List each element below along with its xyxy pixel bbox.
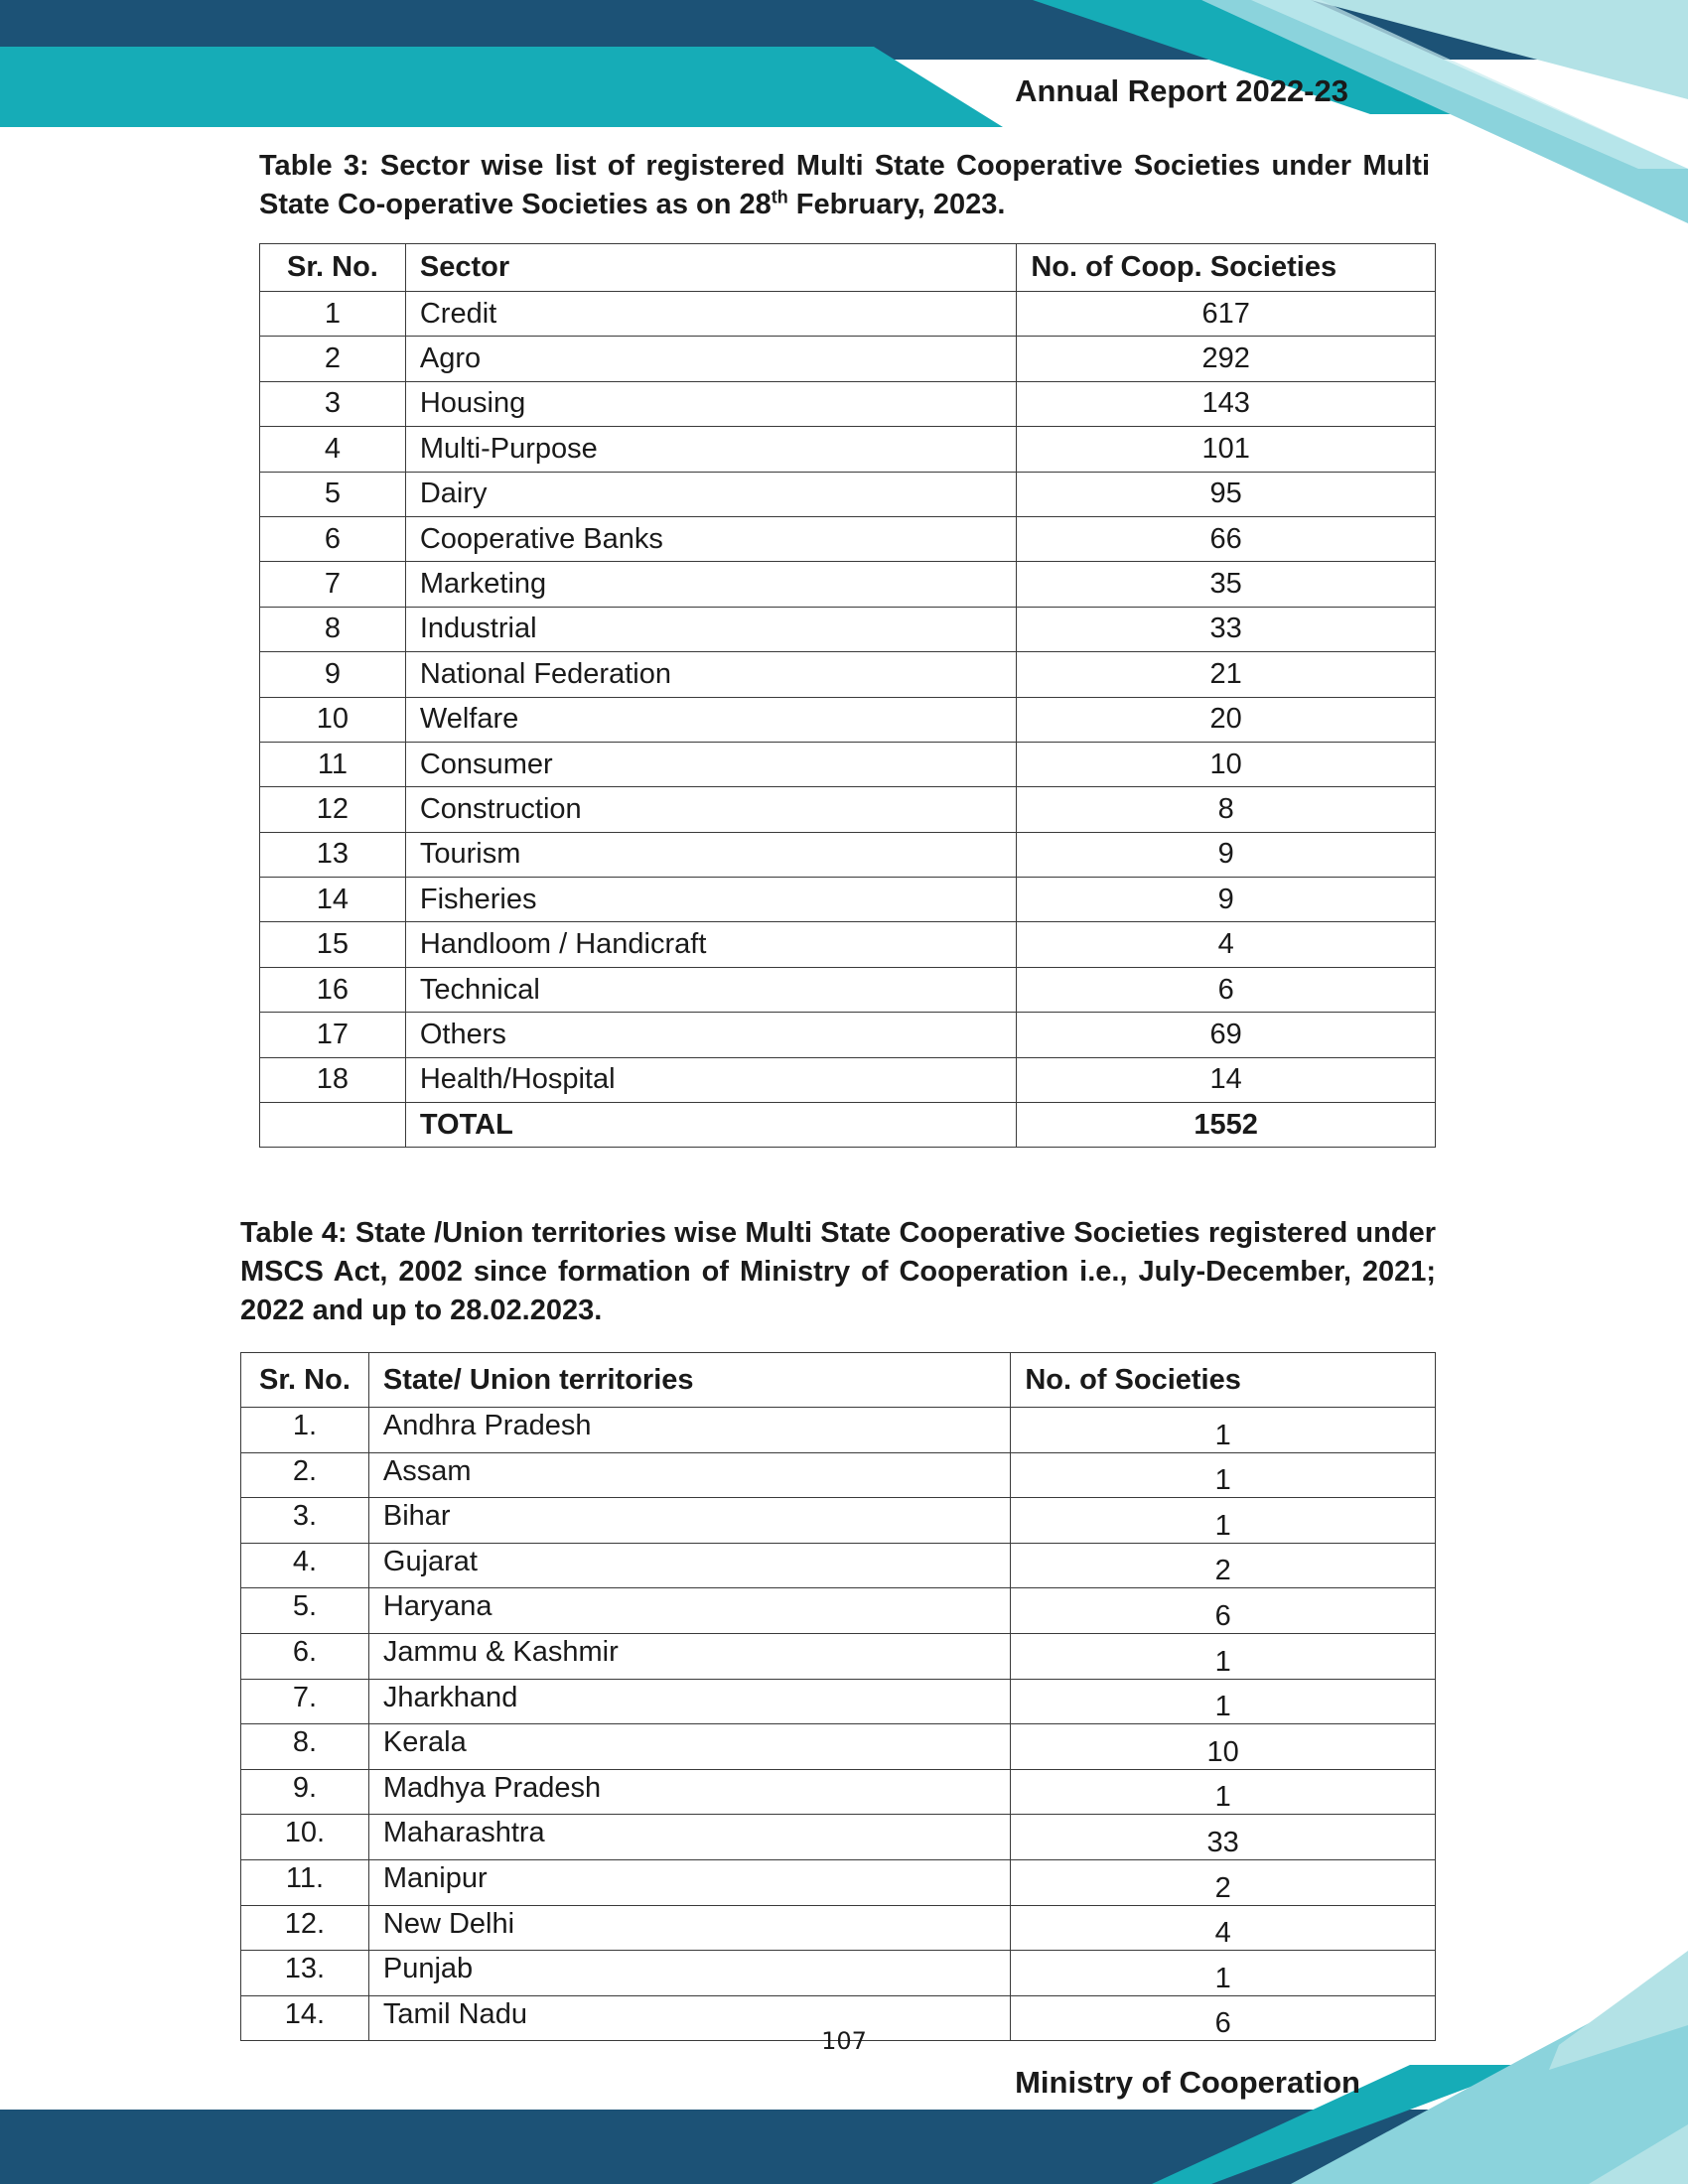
row-sr-no: 10: [260, 697, 406, 742]
table3-caption-text: Table 3: Sector wise list of registered Multi State Cooperative Societies under Multi State Co-operative Societies as on 28: [259, 150, 1430, 220]
state-table: [240, 1352, 1436, 2041]
row-sr-no: 3.: [241, 1498, 369, 1544]
row-sr-no: 2.: [241, 1452, 369, 1498]
table-row: [241, 1951, 1436, 1996]
row-sr-no: 11: [260, 742, 406, 786]
row-sr-no: 14: [260, 878, 406, 922]
row-name: Credit: [405, 292, 1016, 337]
row-count: 1: [1011, 1498, 1436, 1544]
row-name: Jharkhand: [368, 1679, 1010, 1724]
row-name: Cooperative Banks: [405, 516, 1016, 561]
row-sr-no: 8: [260, 607, 406, 651]
row-count: 4: [1017, 922, 1436, 967]
header-count: No. of Societies: [1011, 1353, 1436, 1408]
row-count: 69: [1017, 1013, 1436, 1057]
row-name: Madhya Pradesh: [368, 1769, 1010, 1815]
table-row: [260, 381, 1436, 426]
row-count: 1: [1011, 1408, 1436, 1453]
row-name: Tamil Nadu: [368, 1995, 1010, 2041]
row-sr-no: 3: [260, 381, 406, 426]
row-count: 21: [1017, 652, 1436, 697]
row-name: Housing: [405, 381, 1016, 426]
row-name: Multi-Purpose: [405, 427, 1016, 472]
table-row: [260, 337, 1436, 381]
row-count: 101: [1017, 427, 1436, 472]
table-row: [241, 1859, 1436, 1905]
table-row: [260, 562, 1436, 607]
row-name: Kerala: [368, 1724, 1010, 1770]
row-count: 33: [1011, 1815, 1436, 1860]
header-sector: Sector: [405, 244, 1016, 292]
row-count: 10: [1017, 742, 1436, 786]
report-title: Annual Report 2022-23: [1015, 73, 1348, 108]
table-header-row: [241, 1353, 1436, 1408]
row-sr-no: 1: [260, 292, 406, 337]
row-name: Bihar: [368, 1498, 1010, 1544]
table-row: [260, 292, 1436, 337]
table-row: [260, 516, 1436, 561]
row-count: 66: [1017, 516, 1436, 561]
row-sr-no: 1.: [241, 1408, 369, 1453]
table-row: [241, 1633, 1436, 1679]
row-count: 1: [1011, 1951, 1436, 1996]
table-row: [241, 1724, 1436, 1770]
total-label: TOTAL: [405, 1103, 1016, 1148]
table3-caption-sup: th: [771, 187, 788, 207]
row-name: Technical: [405, 967, 1016, 1012]
table-row: [260, 922, 1436, 967]
table-row: [260, 472, 1436, 516]
row-count: 143: [1017, 381, 1436, 426]
row-sr-no: 4.: [241, 1543, 369, 1588]
table-row: [260, 967, 1436, 1012]
table-row: [260, 742, 1436, 786]
row-sr-no: 8.: [241, 1724, 369, 1770]
row-name: Handloom / Handicraft: [405, 922, 1016, 967]
row-count: 9: [1017, 878, 1436, 922]
row-count: 1: [1011, 1633, 1436, 1679]
row-sr-no: 13: [260, 832, 406, 877]
row-name: Manipur: [368, 1859, 1010, 1905]
row-sr-no: 9: [260, 652, 406, 697]
table-row: [241, 1815, 1436, 1860]
row-count: 35: [1017, 562, 1436, 607]
row-sr-no: 11.: [241, 1859, 369, 1905]
table-header-row: [260, 244, 1436, 292]
row-sr-no: 7: [260, 562, 406, 607]
row-count: 2: [1011, 1543, 1436, 1588]
row-sr-no: 15: [260, 922, 406, 967]
row-name: Assam: [368, 1452, 1010, 1498]
row-name: Haryana: [368, 1588, 1010, 1634]
row-sr-no: 10.: [241, 1815, 369, 1860]
row-count: 33: [1017, 607, 1436, 651]
sector-table: [259, 243, 1436, 1148]
row-count: 4: [1011, 1905, 1436, 1951]
table-row: [260, 1057, 1436, 1102]
row-count: 8: [1017, 787, 1436, 832]
row-name: Others: [405, 1013, 1016, 1057]
row-count: 1: [1011, 1769, 1436, 1815]
row-sr-no: 12: [260, 787, 406, 832]
table-row: [260, 427, 1436, 472]
row-name: Industrial: [405, 607, 1016, 651]
row-sr-no: 5.: [241, 1588, 369, 1634]
row-count: 20: [1017, 697, 1436, 742]
table-row: [241, 1452, 1436, 1498]
row-name: Andhra Pradesh: [368, 1408, 1010, 1453]
row-sr-no: 13.: [241, 1951, 369, 1996]
row-name: New Delhi: [368, 1905, 1010, 1951]
row-sr-no: 7.: [241, 1679, 369, 1724]
row-sr-no: 9.: [241, 1769, 369, 1815]
header-sr-no: Sr. No.: [241, 1353, 369, 1408]
row-sr-no: 6.: [241, 1633, 369, 1679]
row-name: Jammu & Kashmir: [368, 1633, 1010, 1679]
row-name: Fisheries: [405, 878, 1016, 922]
row-name: Punjab: [368, 1951, 1010, 1996]
row-sr-no: 16: [260, 967, 406, 1012]
table-row: [260, 607, 1436, 651]
row-count: 6: [1011, 1995, 1436, 2041]
table-row: [241, 1588, 1436, 1634]
table-row: [260, 1013, 1436, 1057]
table-row: [260, 832, 1436, 877]
table-row: [260, 652, 1436, 697]
table-row: [241, 1679, 1436, 1724]
row-name: Consumer: [405, 742, 1016, 786]
row-sr-no: 6: [260, 516, 406, 561]
table3-caption-tail: February, 2023.: [787, 189, 1006, 220]
row-sr-no: 12.: [241, 1905, 369, 1951]
row-name: Welfare: [405, 697, 1016, 742]
row-sr-no: 14.: [241, 1995, 369, 2041]
table4-caption: Table 4: State /Union territories wise Multi State Cooperative Societies registered under MSCS Act, 2002 since formation of Ministry of Cooperation i.e., July-December, 2021; 2022 and up to 28.02.2023.: [240, 1217, 1436, 1326]
ministry-name: Ministry of Cooperation: [1015, 2065, 1360, 2100]
row-name: Maharashtra: [368, 1815, 1010, 1860]
row-count: 1: [1011, 1452, 1436, 1498]
table-row: [260, 878, 1436, 922]
row-sr-no: 5: [260, 472, 406, 516]
row-name: Dairy: [405, 472, 1016, 516]
header-state: State/ Union territories: [368, 1353, 1010, 1408]
total-row: [260, 1103, 1436, 1148]
table-row: [241, 1905, 1436, 1951]
header-sr-no: Sr. No.: [260, 244, 406, 292]
row-name: Agro: [405, 337, 1016, 381]
row-count: 9: [1017, 832, 1436, 877]
row-name: Construction: [405, 787, 1016, 832]
table-row: [241, 1408, 1436, 1453]
row-count: 95: [1017, 472, 1436, 516]
row-count: 1: [1011, 1679, 1436, 1724]
row-name: Marketing: [405, 562, 1016, 607]
row-sr-no: 17: [260, 1013, 406, 1057]
table-row: [260, 787, 1436, 832]
row-count: 2: [1011, 1859, 1436, 1905]
row-name: Gujarat: [368, 1543, 1010, 1588]
row-name: National Federation: [405, 652, 1016, 697]
row-sr-no: 18: [260, 1057, 406, 1102]
total-sr: [260, 1103, 406, 1148]
row-count: 6: [1017, 967, 1436, 1012]
row-sr-no: 4: [260, 427, 406, 472]
row-count: 14: [1017, 1057, 1436, 1102]
page-number: 107: [821, 2027, 867, 2055]
row-sr-no: 2: [260, 337, 406, 381]
row-name: Health/Hospital: [405, 1057, 1016, 1102]
total-value: 1552: [1017, 1103, 1436, 1148]
table-row: [241, 1498, 1436, 1544]
row-count: 10: [1011, 1724, 1436, 1770]
table-row: [241, 1769, 1436, 1815]
table-row: [260, 697, 1436, 742]
row-count: 6: [1011, 1588, 1436, 1634]
row-count: 292: [1017, 337, 1436, 381]
header-count: No. of Coop. Societies: [1017, 244, 1436, 292]
table-row: [241, 1543, 1436, 1588]
row-name: Tourism: [405, 832, 1016, 877]
table3-caption: [259, 147, 1430, 224]
row-count: 617: [1017, 292, 1436, 337]
